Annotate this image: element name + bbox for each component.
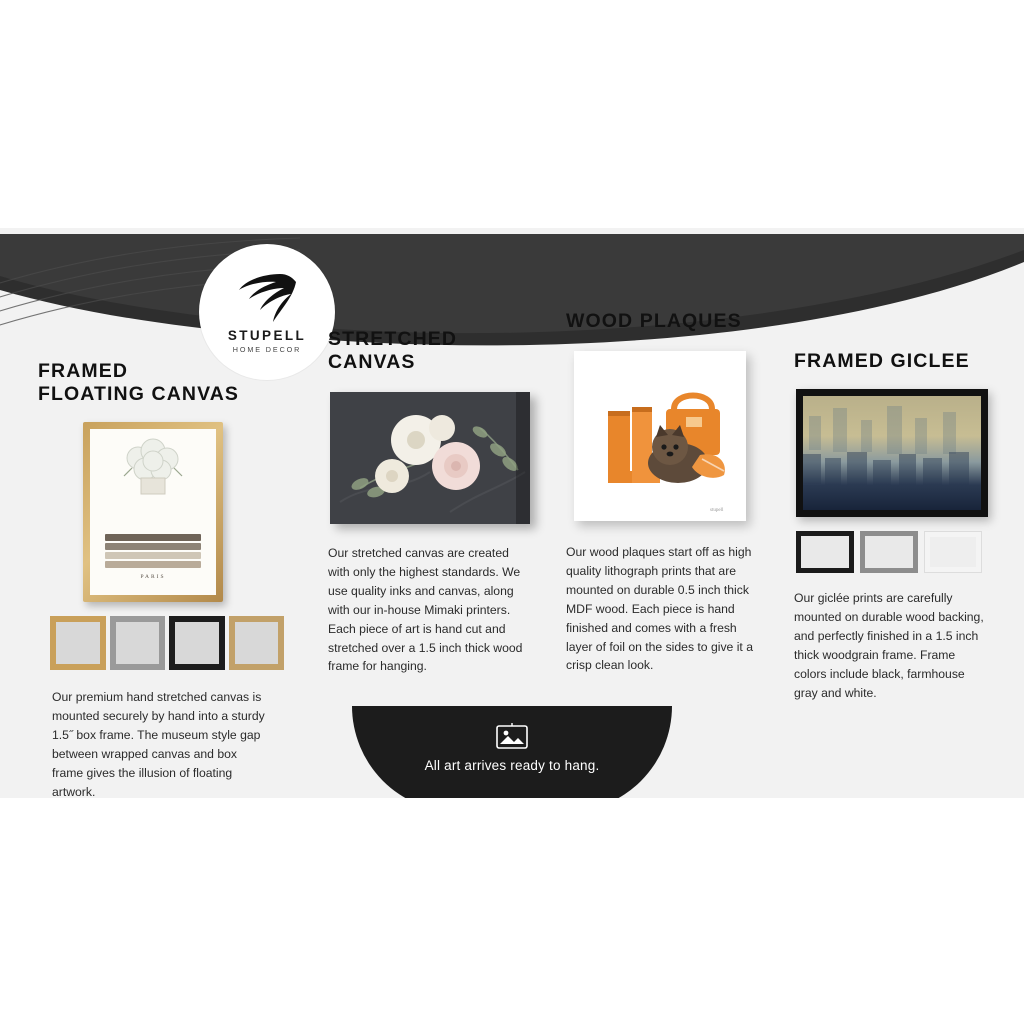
dog-with-handbag-icon [574,351,746,521]
banner-text: All art arrives ready to hang. [424,758,600,773]
stretched-canvas-artwork [330,392,530,524]
artwork-surface [90,429,216,595]
frame-swatch-black[interactable] [169,616,225,670]
column-description: Our premium hand stretched canvas is mounted securely by hand into a sturdy 1.5˝ box frame. The museum style gap between wrapped canvas and box frame gives the illusion of floating artwork. [52,690,265,798]
column-title-line2: FLOATING CANVAS [38,383,240,405]
frame-swatch-gold[interactable] [50,616,106,670]
brand-subtitle: HOME DECOR [232,345,302,354]
column-title-line1: FRAMED [38,360,129,382]
giclee-frame-color-swatches [796,531,994,573]
framed-floating-canvas-artwork [83,422,223,602]
column-framed-floating-canvas [38,360,284,798]
column-wood-plaques [566,310,766,675]
column-framed-giclee [794,350,994,702]
column-title [38,360,278,406]
column-title [328,328,538,374]
framed-picture-icon [495,722,529,750]
giclee-swatch-gray[interactable] [860,531,918,573]
column-title [794,350,994,373]
column-description: Our stretched canvas are created with only the highest standards. We use quality inks and canvas, along with our in-house Mimaki printers. Each piece of art is hand cut and stretched over a 1.5 inch thick wood frame for hanging. [328,546,523,674]
column-stretched-canvas [328,328,538,676]
column-title [566,310,766,333]
hydrangea-bouquet-icon [114,438,192,500]
ready-to-hang-banner [352,706,672,798]
frame-swatch-gray[interactable] [110,616,166,670]
framed-giclee-artwork [796,389,988,517]
abstract-landscape-art [803,396,981,510]
brand-name: STUPELL [227,328,307,343]
svg-text:stupell: stupell [710,508,724,513]
gold-box-frame [83,422,223,602]
column-description: Our wood plaques start off as high quality lithograph prints that are mounted on durable 0.5 inch thick MDF wood. Each piece is hand finished and comes with a fresh layer of foil on the sides to give it a crisp clean look. [566,545,753,673]
frame-swatch-bronze[interactable] [229,616,285,670]
infographic-panel [0,228,1024,798]
giclee-swatch-white[interactable] [924,531,982,573]
frame-color-swatches [50,616,284,670]
floral-artwork-icon [330,392,530,524]
column-title-line1: WOOD PLAQUES [566,310,742,332]
giclee-swatch-black[interactable] [796,531,854,573]
artwork-caption: PARIS [140,574,166,581]
column-title-line1: FRAMED GICLEE [794,350,970,372]
canvas-side-edge [516,392,530,524]
wood-plaque-artwork [574,351,746,521]
column-title-line2: CANVAS [328,351,416,373]
stupell-swirl-logo-icon [236,270,298,326]
column-title-line1: STRETCHED [328,328,458,350]
stacked-books [105,534,201,568]
column-description: Our giclée prints are carefully mounted on durable wood backing, and perfectly finished in a 1.5 inch thick woodgrain frame. Frame colors include black, farmhouse gray and white. [794,591,984,700]
